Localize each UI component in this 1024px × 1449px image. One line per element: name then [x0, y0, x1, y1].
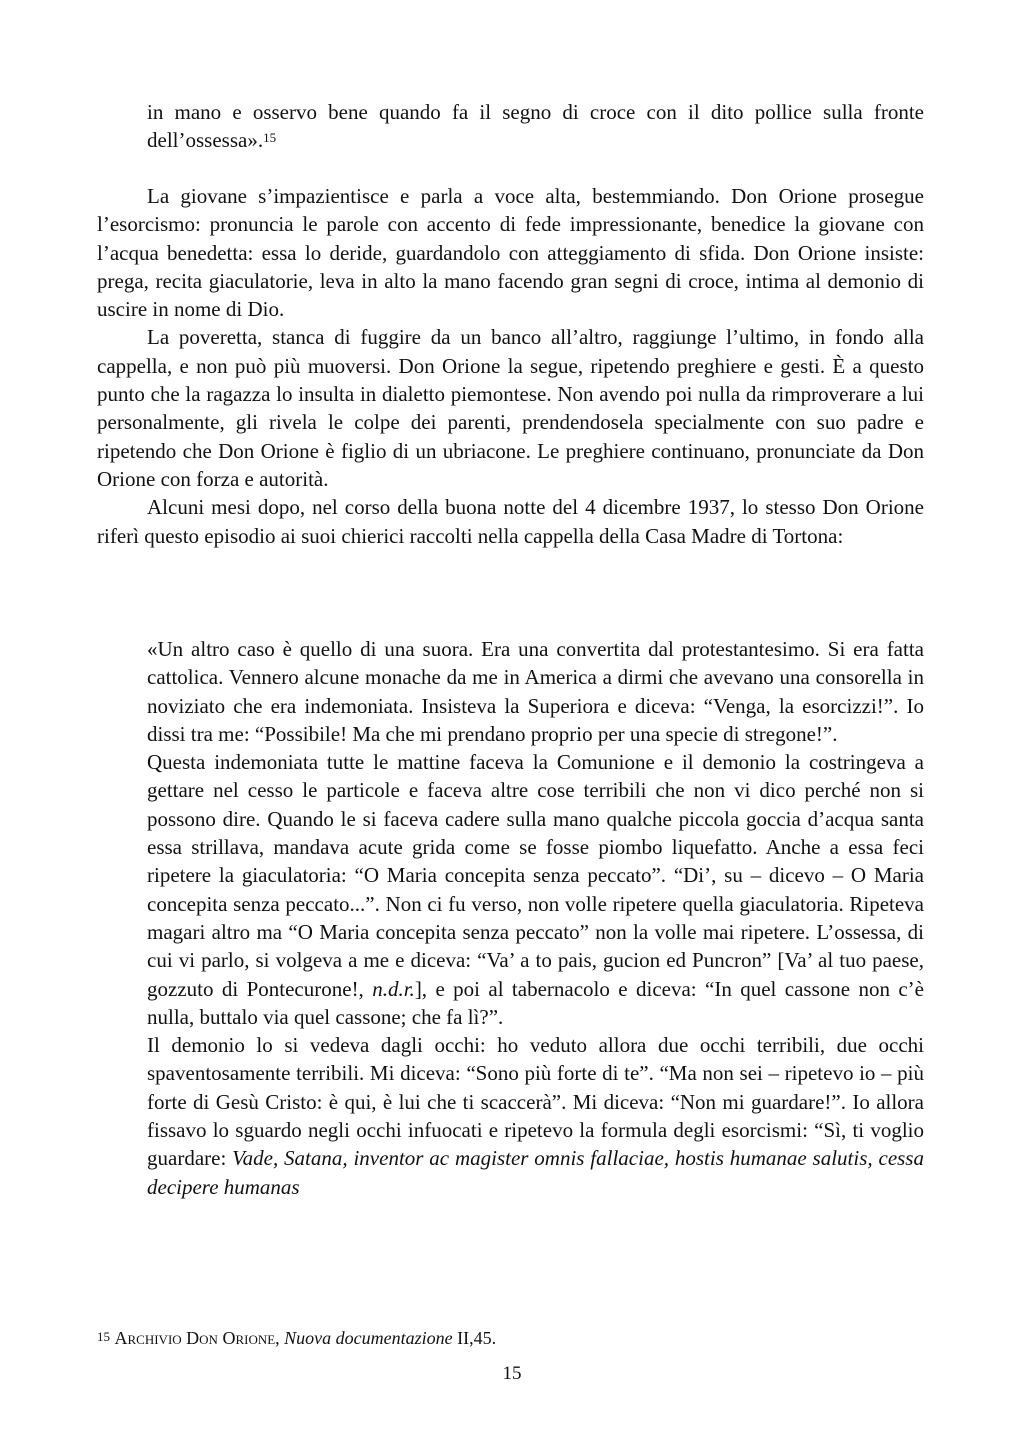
footnote-ref: II,45.	[452, 1328, 497, 1348]
body-paragraph: La poveretta, stanca di fuggire da un banco all’altro, raggiunge l’ultimo, in fondo alla cappella, e non può più muoversi. Don Orione la segue, ripetendo preghiere e gesti. È a questo punto che la ragazza lo insulta in dialetto piemontese. Non avendo poi nulla da rimproverare a lui personalmente, gli rivela le colpe dei parenti, prendendosela specialmente con suo padre e ripetendo che Don Orione è figlio di un ubriacone. Le preghiere continuano, pronunciate da Don Orione con forza e autorità.	[97, 325, 924, 491]
footnote-reference: 15	[263, 130, 277, 146]
body-text	[97, 182, 924, 550]
quote-text: Questa indemoniata tutte le mattine faceva la Comunione e il demonio la costringeva a gettare nel cesso le particole e faceva altre cose terribili che non vi dico perché non si possono dire. Quando le si faceva cadere sulla mano qualche piccola goccia d’acqua santa essa strillava, mandava acute grida come se fosse piombo liquefatto. Anche a essa feci ripetere la giaculatoria: “O Maria concepita senza peccato”. “Di’, su – dicevo – O Maria concepita senza peccato...”. Non ci fu verso, non volle ripetere quella giaculatoria. Ripeteva magari altro ma “O Maria concepita senza peccato” non la volle mai ripetere. L’ossessa, di cui vi parlo, si volgeva a me e diceva: “Va’ a to pais, gucion ed Puncron” [Va’ al tuo paese, gozzuto di Pontecurone!,	[147, 750, 924, 1001]
footnote-source: Archivio Don Orione	[114, 1328, 276, 1348]
quote-paragraph	[147, 748, 924, 1031]
opening-quote-paragraph	[147, 98, 924, 155]
block-quote	[147, 635, 924, 1201]
quote-text: ], e poi al tabernacolo e diceva: “In quel cassone non c’è nulla, buttalo via quel cassone; che fa lì?”.	[147, 976, 924, 1029]
footnote-title: Nuova documentazione	[284, 1328, 453, 1348]
footnote: $^{15}$ Archivio Don Orione, Nuova documentazione II,45.	[97, 1328, 497, 1348]
quote-italic-text: n.d.r.	[372, 976, 415, 1001]
page-number: 15	[502, 1363, 522, 1384]
opening-quote-block	[147, 98, 924, 155]
opening-quote-text: in mano e osservo bene quando fa il segno di croce con il dito pollice sulla fronte dell’ossessa».	[147, 100, 924, 153]
body-paragraph: Alcuni mesi dopo, nel corso della buona notte del 4 dicembre 1937, lo stesso Don Orione riferì questo episodio ai suoi chierici raccolti nella cappella della Casa Madre di Tortona:	[97, 495, 924, 548]
quote-latin-text: Vade, Satana, inventor ac magister omnis fallaciae, hostis humanae salutis, cessa decipere humanas	[147, 1146, 924, 1199]
quote-text: Il demonio lo si vedeva dagli occhi: ho veduto allora due occhi terribili, due occhi spaventosamente terribili. Mi diceva: “Sono più forte di te”. “Ma non sei – ripetevo io – più forte di Gesù Cristo: è qui, è lui che ti scaccerà”. Mi diceva: “Non mi guardare!”. Io allora fissavo lo sguardo negli occhi infuocati e ripetevo la formula degli esorcismi: “Sì, ti voglio guardare:	[147, 1033, 924, 1171]
quote-paragraph: «Un altro caso è quello di una suora. Era una convertita dal protestantesimo. Si era fatta cattolica. Vennero alcune monache da me in America a dirmi che avevano una consorella in noviziato che era indemoniata. Insisteva la Superiora e diceva: “Venga, la esorcizzi!”. Io dissi tra me: “Possibile! Ma che mi prendano proprio per una specie di stregone!”.	[147, 637, 924, 746]
quote-paragraph	[147, 1031, 924, 1201]
footnote-number: 15	[97, 1329, 110, 1344]
body-paragraph: La giovane s’impazientisce e parla a voce alta, bestemmiando. Don Orione prosegue l’esorcismo: pronuncia le parole con accento di fede impressionante, benedice la giovane con l’acqua benedetta: essa lo deride, guardandolo con atteggiamento di sfida. Don Orione insiste: prega, recita giaculatorie, leva in alto la mano facendo gran segni di croce, intima al demonio di uscire in nome di Dio.	[97, 184, 924, 322]
